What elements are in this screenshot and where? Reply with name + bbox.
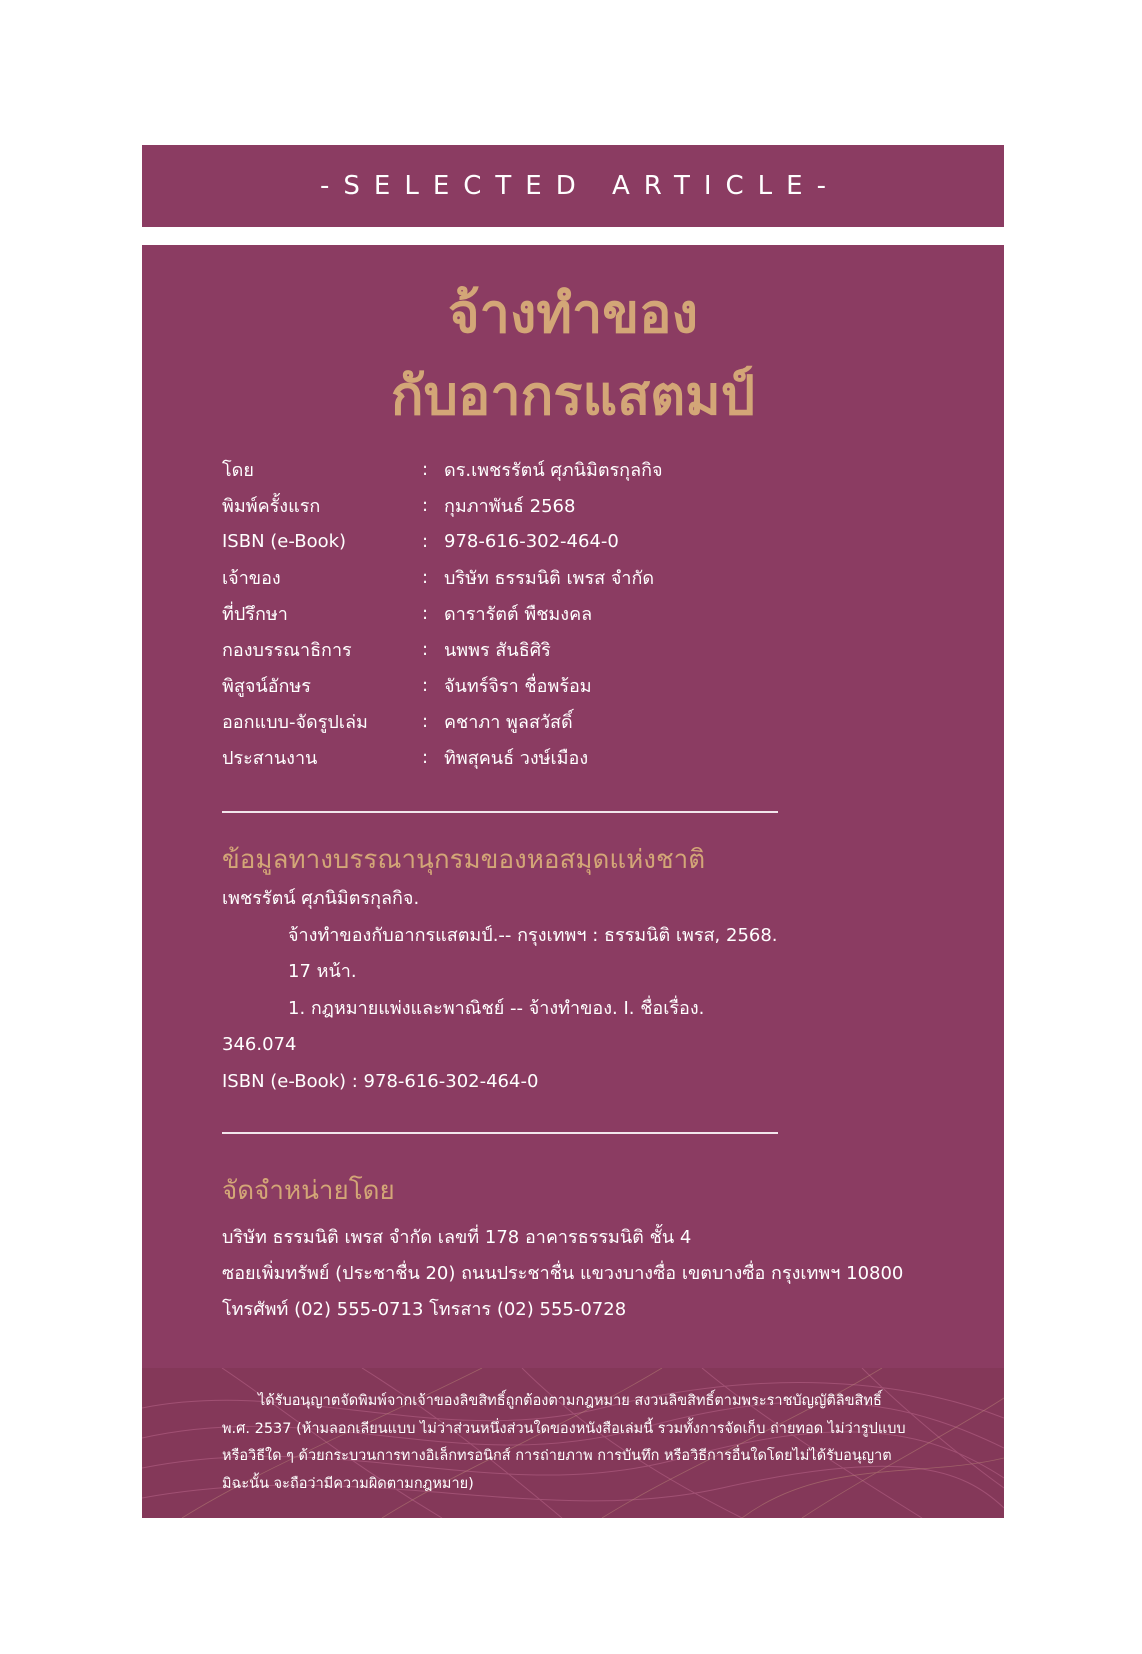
info-row-designer bbox=[222, 703, 922, 739]
info-row-isbn bbox=[222, 523, 922, 559]
info-label: โดย bbox=[222, 459, 254, 481]
catalog-entry bbox=[222, 881, 942, 1100]
info-value: 978-616-302-464-0 bbox=[444, 530, 619, 552]
copyright-footer bbox=[142, 1368, 1004, 1518]
info-colon: : bbox=[422, 638, 429, 660]
info-label: พิสูจน์อักษร bbox=[222, 675, 311, 697]
info-row-author bbox=[222, 451, 922, 487]
book-info-list bbox=[222, 451, 922, 775]
info-value: จันทร์จิรา ชื่อพร้อม bbox=[444, 675, 592, 697]
info-label: ที่ปรึกษา bbox=[222, 603, 288, 625]
info-colon: : bbox=[422, 602, 429, 624]
info-value: นพพร สันธิศิริ bbox=[444, 639, 551, 661]
info-row-editorial bbox=[222, 631, 922, 667]
section-divider bbox=[222, 811, 778, 813]
info-label: ISBN (e-Book) bbox=[222, 530, 347, 552]
distribution-line: ซอยเพิ่มทรัพย์ (ประชาชื่น 20) ถนนประชาชื่น แขวงบางซื่อ เขตบางซื่อ กรุงเทพฯ 10800 bbox=[222, 1263, 904, 1284]
copyright-line: มิฉะนั้น จะถือว่ามีความผิดตามกฎหมาย) bbox=[222, 1475, 474, 1492]
book-title bbox=[142, 273, 1004, 437]
info-value: ดารารัตต์ พืชมงคล bbox=[444, 603, 593, 625]
copyright-line: พ.ศ. 2537 (ห้ามลอกเลียนแบบ ไม่ว่าส่วนหนึ่งส่วนใดของหนังสือเล่มนี้ รวมทั้งการจัดเก็บ ถ่ายทอด ไม่ว่ารูปแบบ bbox=[222, 1420, 906, 1437]
copyright-line: หรือวิธีใด ๆ ด้วยกระบวนการทางอิเล็กทรอนิกส์ การถ่ายภาพ การบันทึก หรือวิธีการอื่นใดโดยไม่ได้รับอนุญาต bbox=[222, 1448, 892, 1464]
book-title-line-2: กับอากรแสตมป์ bbox=[390, 364, 756, 427]
book-info-panel bbox=[142, 245, 1004, 1518]
catalog-heading: ข้อมูลทางบรรณานุกรมของหอสมุดแห่งชาติ bbox=[222, 845, 706, 875]
selected-article-banner bbox=[142, 145, 1004, 227]
info-colon: : bbox=[422, 674, 429, 696]
catalog-line: 346.074 bbox=[222, 1034, 297, 1055]
distribution-line: โทรศัพท์ (02) 555-0713 โทรสาร (02) 555-0728 bbox=[222, 1299, 627, 1320]
info-colon: : bbox=[422, 566, 429, 588]
catalog-line: เพชรรัตน์ ศุภนิมิตรกุลกิจ. bbox=[222, 888, 420, 909]
info-row-proofreader bbox=[222, 667, 922, 703]
info-row-advisor bbox=[222, 595, 922, 631]
catalog-line: 1. กฎหมายแพ่งและพาณิชย์ -- จ้างทำของ. I. ชื่อเรื่อง. bbox=[288, 997, 705, 1019]
info-value: บริษัท ธรรมนิติ เพรส จำกัด bbox=[444, 567, 655, 589]
copyright-notice bbox=[222, 1388, 924, 1498]
info-label: ออกแบบ-จัดรูปเล่ม bbox=[222, 711, 368, 733]
info-row-owner bbox=[222, 559, 922, 595]
banner-label: -SELECTED ARTICLE- bbox=[320, 171, 840, 201]
info-value: คชาภา พูลสวัสดิ์ bbox=[444, 711, 573, 733]
distribution-line: บริษัท ธรรมนิติ เพรส จำกัด เลขที่ 178 อาคารธรรมนิติ ชั้น 4 bbox=[222, 1227, 692, 1248]
info-colon: : bbox=[422, 458, 429, 480]
info-label: กองบรรณาธิการ bbox=[222, 639, 352, 661]
section-divider bbox=[222, 1132, 778, 1134]
distribution-heading: จัดจำหน่ายโดย bbox=[222, 1176, 395, 1206]
catalog-line: 17 หน้า. bbox=[288, 961, 357, 982]
info-row-first-print bbox=[222, 487, 922, 523]
book-title-line-1: จ้างทำของ bbox=[448, 282, 698, 345]
info-colon: : bbox=[422, 746, 429, 768]
info-value: ดร.เพชรรัตน์ ศุภนิมิตรกุลกิจ bbox=[444, 459, 663, 481]
info-row-coordinator bbox=[222, 739, 922, 775]
info-colon: : bbox=[422, 710, 429, 732]
info-value: กุมภาพันธ์ 2568 bbox=[444, 495, 576, 517]
copyright-line: ได้รับอนุญาตจัดพิมพ์จากเจ้าของลิขสิทธิ์ถูกต้องตามกฎหมาย สงวนลิขสิทธิ์ตามพระราชบัญญัติลิขสิทธิ์ bbox=[258, 1393, 882, 1409]
info-colon: : bbox=[422, 530, 429, 552]
distribution-details bbox=[222, 1220, 942, 1328]
catalog-line: จ้างทำของกับอากรแสตมป์.-- กรุงเทพฯ : ธรรมนิติ เพรส, 2568. bbox=[288, 924, 778, 946]
info-colon: : bbox=[422, 494, 429, 516]
info-label: ประสานงาน bbox=[222, 747, 318, 769]
catalog-line: ISBN (e-Book) : 978-616-302-464-0 bbox=[222, 1070, 539, 1092]
info-label: เจ้าของ bbox=[222, 567, 281, 589]
info-label: พิมพ์ครั้งแรก bbox=[222, 495, 321, 517]
info-value: ทิพสุคนธ์ วงษ์เมือง bbox=[444, 747, 589, 769]
